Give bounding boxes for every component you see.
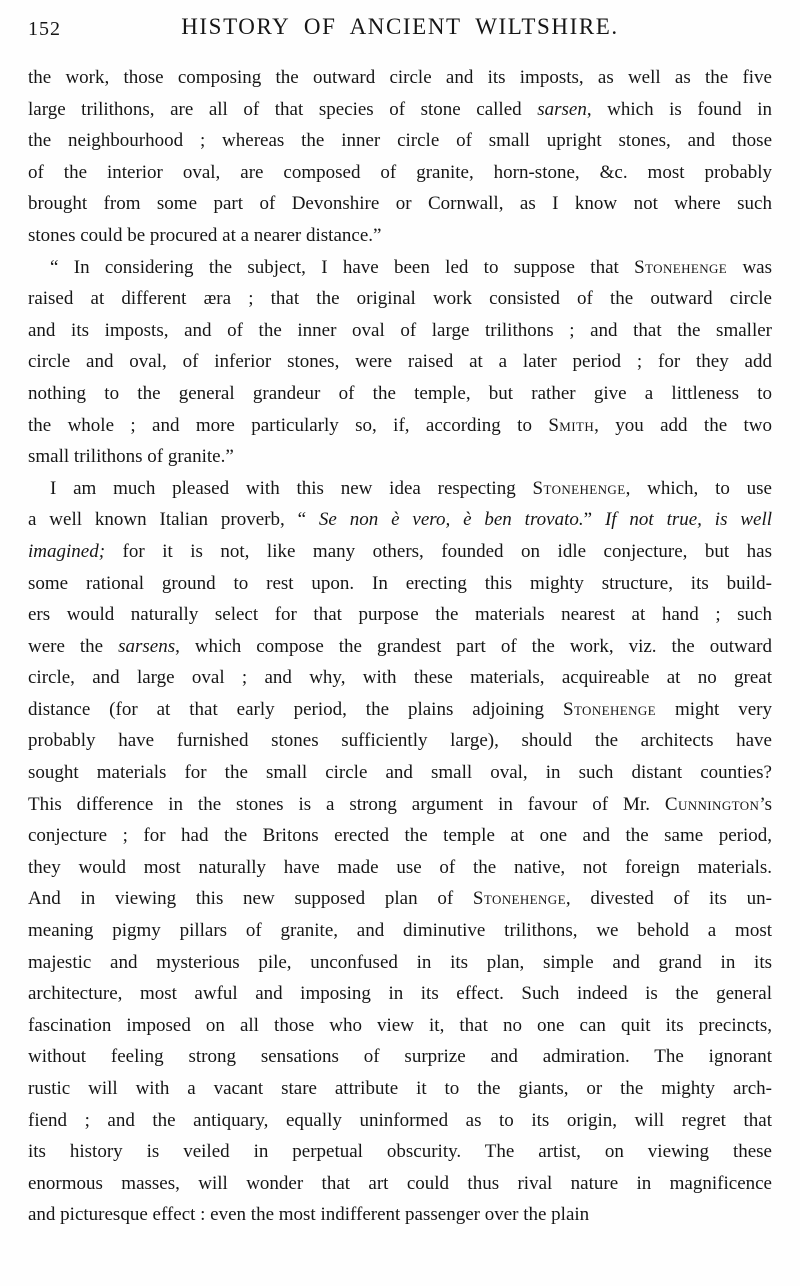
text-run: and its imposts, and of the inner oval of large trilithons ; and that the smaller — [28, 319, 772, 341]
text-run: majestic and mysterious pile, unconfused in its plan, simple and grand in its — [28, 951, 772, 973]
text-run: conjecture ; for had the Britons erected the temple at one and the same period, — [28, 825, 772, 847]
text-run: nothing to the general grandeur of the temple, but rather give a littleness to — [28, 382, 772, 404]
text-run: without feeling strong sensations of surprize and admiration. The ignorant — [28, 1046, 772, 1068]
text-line — [28, 852, 772, 884]
text-line — [28, 188, 772, 220]
text-line — [28, 1105, 772, 1137]
text-run: circle and oval, of inferior stones, were raised at a later period ; for they add — [28, 351, 772, 373]
text-line — [28, 568, 772, 600]
text-run: “ In considering the subject, I have been led to suppose that — [50, 256, 635, 278]
text-run: the neighbourhood ; whereas the inner circle of small upright stones, and those — [28, 130, 772, 152]
page-header — [28, 14, 772, 44]
text-run: stones could be procured at a nearer distance.” — [28, 224, 382, 246]
small-caps-name: Stonehenge — [562, 698, 657, 720]
small-caps-name: Smith — [548, 414, 595, 436]
text-line — [28, 346, 772, 378]
text-line — [28, 947, 772, 979]
small-caps-name: Stonehenge — [634, 256, 728, 278]
text-run: This difference in the stones is a strong argument in favour of Mr. — [28, 793, 665, 815]
text-run: enormous masses, will wonder that art could thus rival nature in magnificence — [28, 1172, 772, 1194]
italic-text-run: imagined; — [28, 540, 106, 562]
text-line — [28, 820, 772, 852]
text-run: ’s — [759, 793, 772, 815]
text-run: were the — [28, 635, 119, 657]
text-line — [28, 789, 772, 821]
text-run: might very — [656, 698, 772, 720]
text-run: was — [727, 256, 772, 278]
text-line — [28, 410, 772, 442]
text-run: its history is veiled in perpetual obscurity. The artist, on viewing these — [28, 1141, 772, 1163]
text-run: ers would naturally select for that purpose the materials nearest at hand ; such — [28, 604, 772, 626]
text-run: and picturesque effect : even the most indifferent passenger over the plain — [28, 1204, 590, 1226]
text-run: probably have furnished stones sufficiently large), should the architects have — [28, 730, 772, 752]
text-run: raised at different æra ; that the original work consisted of the outward circle — [28, 288, 772, 310]
text-line — [28, 1041, 772, 1073]
paragraph — [28, 252, 772, 473]
text-line — [28, 94, 772, 126]
text-line — [28, 220, 772, 252]
text-line — [28, 504, 772, 536]
text-line — [28, 378, 772, 410]
text-line — [28, 599, 772, 631]
text-run: sought materials for the small circle and small oval, in such distant counties? — [28, 762, 772, 784]
text-line — [28, 915, 772, 947]
text-run: circle, and large oval ; and why, with these materials, acquireable at no great — [28, 667, 772, 689]
text-line — [28, 1073, 772, 1105]
text-line — [28, 1010, 772, 1042]
text-run: a well known Italian proverb, “ — [28, 509, 319, 531]
text-run: rustic will with a vacant stare attribute it to the giants, or the mighty arch- — [28, 1078, 772, 1099]
text-line — [28, 631, 772, 663]
text-run: of the interior oval, are composed of granite, horn-stone, &c. most probably — [28, 161, 772, 183]
text-run: , which is found in — [586, 98, 772, 120]
paragraph — [28, 62, 772, 252]
text-run: fiend ; and the antiquary, equally uninformed as to its origin, will regret that — [28, 1109, 772, 1131]
running-title: HISTORY OF ANCIENT WILTSHIRE. — [181, 14, 619, 39]
text-run: architecture, most awful and imposing in its effect. Such indeed is the general — [28, 983, 772, 1005]
text-run: large trilithons, are all of that species of stone called — [28, 98, 538, 120]
small-caps-name: Cunnington — [664, 793, 760, 815]
text-line — [28, 1136, 772, 1168]
italic-text-run: Se non è vero, è ben trovato. — [318, 509, 584, 531]
small-caps-name: Stonehenge — [532, 477, 626, 499]
text-run: meaning pigmy pillars of granite, and diminutive trilithons, we behold a most — [28, 920, 772, 942]
text-run: brought from some part of Devonshire or Cornwall, as I know not where such — [28, 193, 772, 215]
text-line — [28, 1199, 772, 1231]
text-line — [28, 252, 772, 284]
text-line — [28, 694, 772, 726]
text-line — [28, 157, 772, 189]
text-line — [28, 473, 772, 505]
text-line — [28, 62, 772, 94]
text-line — [28, 536, 772, 568]
text-line — [28, 725, 772, 757]
text-line — [28, 883, 772, 915]
text-line — [28, 978, 772, 1010]
text-line — [28, 315, 772, 347]
text-run: , divested of its un- — [565, 888, 772, 910]
italic-text-run: sarsens — [118, 635, 176, 657]
text-line — [28, 441, 772, 473]
text-run: , you add the two — [594, 414, 772, 436]
text-run: And in viewing this new supposed plan of — [28, 888, 473, 910]
text-run: distance (for at that early period, the plains adjoining — [28, 698, 563, 720]
text-run: small trilithons of granite.” — [28, 446, 234, 468]
text-line — [28, 125, 772, 157]
text-run: ” — [583, 509, 605, 531]
text-line — [28, 662, 772, 694]
text-body — [28, 62, 772, 1231]
text-run: , which, to use — [625, 477, 772, 499]
small-caps-name: Stonehenge — [472, 888, 566, 910]
text-run: the work, those composing the outward circle and its imposts, as well as the five — [28, 67, 772, 88]
text-line — [28, 1168, 772, 1200]
text-run: some rational ground to rest upon. In erecting this mighty structure, its build- — [28, 572, 772, 594]
text-run: I am much pleased with this new idea respecting — [50, 477, 533, 499]
page-number: 152 — [28, 18, 61, 40]
text-run: fascination imposed on all those who view it, that no one can quit its precincts, — [28, 1014, 772, 1036]
italic-text-run: sarsen — [537, 98, 587, 120]
text-run: they would most naturally have made use of the native, not foreign materials. — [28, 856, 772, 878]
text-run: , which compose the grandest part of the work, viz. the outward — [175, 635, 772, 657]
text-line — [28, 757, 772, 789]
italic-text-run: If not true, is well — [604, 509, 772, 531]
text-run: for it is not, like many others, founded on idle conjecture, but has — [105, 540, 772, 562]
paragraph — [28, 473, 772, 1231]
text-line — [28, 283, 772, 315]
text-run: the whole ; and more particularly so, if, according to — [28, 414, 549, 436]
